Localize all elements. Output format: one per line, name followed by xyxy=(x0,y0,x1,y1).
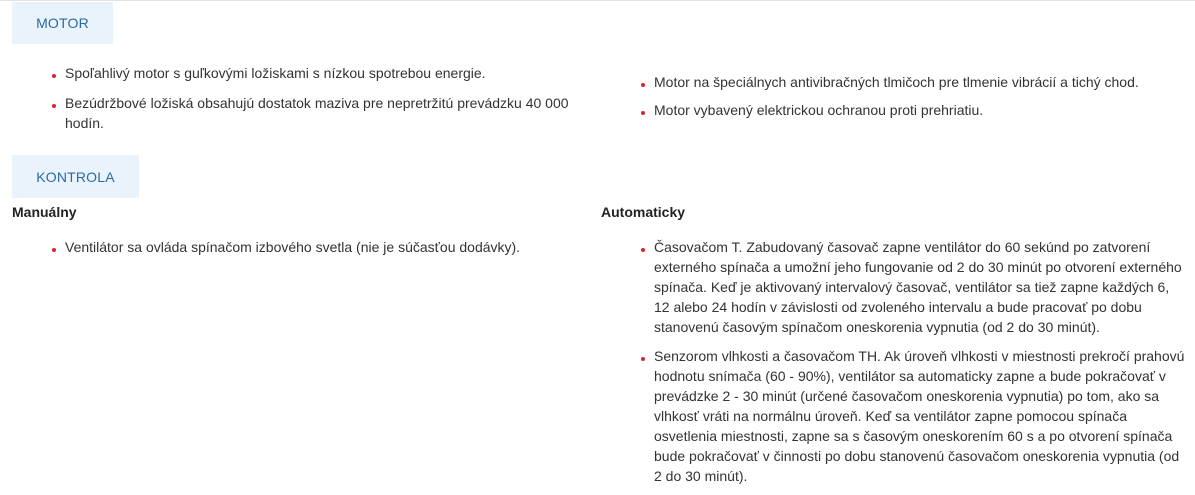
list-item: Motor na špeciálnych antivibračných tlmičoch pre tlmenie vibrácií a tichý chod. xyxy=(641,72,1181,92)
manual-control-list xyxy=(52,237,572,267)
motor-feature-list-left xyxy=(52,63,582,143)
list-item: Časovačom T. Zabudovaný časovač zapne ventilátor do 60 sekúnd po zatvorení externého spínača a umožní jeho fungovanie od 2 do 30 minút po otvorení externého spínača. Keď je aktivovaný intervalový časovač, ventilátor sa tiež zapne každých 6, 12 alebo 24 hodín v závislosti od zvoleného intervalu a bude pracovať po dobu stanovenú časovým spínačom oneskorenia vypnutia (od 2 do 30 minút). xyxy=(641,237,1187,337)
tab-kontrola[interactable]: KONTROLA xyxy=(12,155,139,198)
list-item: Ventilátor sa ovláda spínačom izbového svetla (nie je súčasťou dodávky). xyxy=(52,237,572,257)
top-divider xyxy=(0,0,1195,1)
list-item: Senzorom vlhkosti a časovačom TH. Ak úroveň vlhkosti v miestnosti prekročí prahovú hodnotu snímača (60 - 90%), ventilátor sa automaticky zapne a bude pokračovať v prevádzke 2 - 30 minút (určené časovačom oneskorenia vypnutia) po tom, ako sa vlhkosť vráti na normálnu úroveň. Keď sa ventilátor zapne pomocou spínača osvetlenia miestnosti, zapne sa s časovým oneskorením 60 s a po otvorení spínača bude pokračovať v činnosti po dobu stanovenú časovačom oneskorenia vypnutia (od 2 do 30 minút). xyxy=(641,346,1187,486)
list-item: Spoľahlivý motor s guľkovými ložiskami s nízkou spotrebou energie. xyxy=(52,63,582,83)
list-item: Bezúdržbové ložiská obsahujú dostatok maziva pre nepretržitú prevádzku 40 000 hodín. xyxy=(52,93,582,133)
automatic-control-heading: Automaticky xyxy=(601,204,686,220)
manual-control-heading: Manuálny xyxy=(12,204,77,220)
list-item: Motor vybavený elektrickou ochranou proti prehriatiu. xyxy=(641,100,1181,120)
motor-feature-list-right xyxy=(641,72,1181,128)
automatic-control-list xyxy=(641,237,1187,495)
tab-motor[interactable]: MOTOR xyxy=(12,2,113,44)
